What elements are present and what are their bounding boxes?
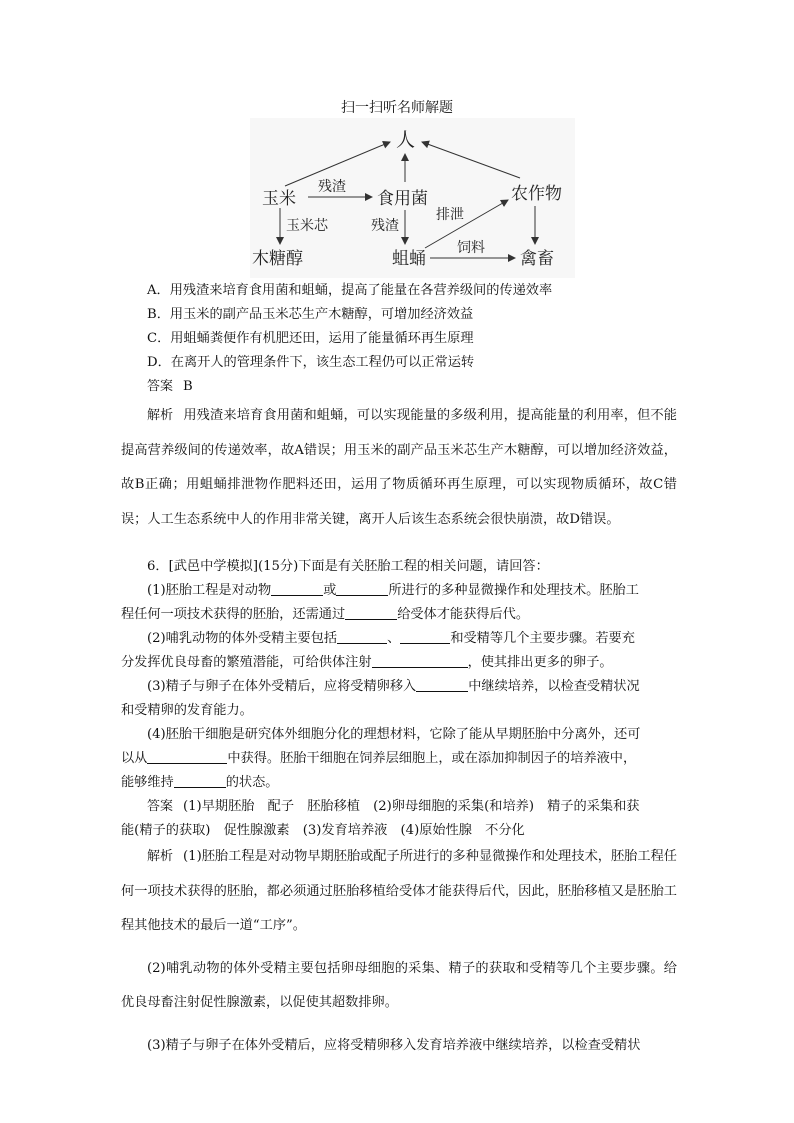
edge-label-siliao: 饲料 [457,240,485,256]
arrow-nongzuowu-ren [422,142,520,178]
question-6 [121,555,681,843]
analysis-6-label: 解析 [147,849,174,864]
edge-label-paixie: 排泄 [436,207,464,223]
node-nongzuowu: 农作物 [511,184,562,204]
answer-label: 答案 [147,379,174,394]
analysis-6-part-2: (2)哺乳动物的体外受精主要包括卵母细胞的采集、精子的获取和受精等几个主要步骤。给优良母畜注射促性腺激素，以促使其超数排卵。 [121,960,677,1010]
question-6-stem: 6．[武邑中学模拟](15分)下面是有关胚胎工程的相关问题，请回答： [147,559,549,574]
option-a: A．用残渣来培育食用菌和蛆蛹，提高了能量在各营养级间的传递效率 [147,283,553,298]
edge-label-canzha-1: 残渣 [318,179,346,195]
q6-part-4-line-3: 能够维持 的状态。 [121,775,279,790]
blank-9 [174,773,226,788]
blank-6 [372,653,468,668]
analysis-6-part-1: 解析 (1)胚胎工程是对动物早期胚胎或配子所进行的多种显微操作和处理技术，胚胎工程任何一项技术获得的胚胎，都必须通过胚胎移植给受体才能获得后代，因此，胚胎移植又是胚胎工程其他技术的最后一道“工序”。 [121,849,677,933]
blank-2 [336,581,388,596]
analysis-5 [121,399,677,537]
q6-part-2-line-2: 分发挥优良母畜的繁殖潜能，可给供体注射 ，使其排出更多的卵子。 [121,655,613,670]
answer-value: B [183,379,193,394]
q6-part-1-line-1: (1)胚胎工程是对动物 或 所进行的多种显微操作和处理技术。胚胎工 [147,583,639,598]
q6-part-4-line-1: (4)胚胎干细胞是研究体外细胞分化的理想材料，它除了能从早期胚胎中分离外，还可 [147,727,641,742]
option-b: B．用玉米的副产品玉米芯生产木糖醇，可增加经济效益 [147,307,474,322]
blank-7 [416,677,468,692]
blank-1 [271,581,323,596]
q6-part-1-line-2: 程任何一项技术获得的胚胎，还需通过 给受体才能获得后代。 [121,607,530,622]
q6-part-4-line-2: 以从 中获得。胚胎干细胞在饲养层细胞上，或在添加抑制因子的培养液中， [121,751,637,766]
analysis-text: 用残渣来培育食用菌和蛆蛹，可以实现能量的多级利用，提高能量的利用率，但不能提高营养级间的传递效率，故A错误；用玉米的副产品玉米芯生产木糖醇，可以增加经济效益，故B正确；用蛆蛹排泄物作肥料还田，运用了物质循环再生原理，可以实现物质循环，故C错误；人工生态系统中人的作用非常关键，离开人后该生态系统会很快崩溃，故D错误。 [121,408,677,527]
node-yumi: 玉米 [262,189,296,209]
edge-label-canzha-2: 残渣 [371,218,399,234]
node-ren: 人 [396,129,416,151]
answer-5 [147,375,687,399]
blank-8 [147,749,227,764]
analysis-label: 解析 [147,408,174,423]
q6-part-3-line-2: 和受精卵的发育能力。 [121,703,253,718]
analysis-6-part-3: (3)精子与卵子在体外受精后，应将受精卵移入发育培养液中继续培养，以检查受精状 [147,1037,641,1053]
page-header: 扫一扫听名师解题 [341,100,453,116]
analysis-6 [121,840,677,1063]
answer-6-label: 答案 [147,799,174,814]
answer-6-line-2: 能(精子的获取) 促性腺激素 (3)发育培养液 (4)原始性腺 不分化 [121,823,525,838]
node-qinchu: 禽畜 [520,249,554,269]
option-c: C．用蛆蛹粪便作有机肥还田，运用了能量循环再生原理 [147,331,474,346]
ecosystem-diagram [250,118,575,278]
blank-4 [337,629,387,644]
answer-6-line-1: 答案 (1)早期胚胎 配子 胚胎移植 (2)卵母细胞的采集(和培养) 精子的采集和获 [147,799,640,814]
blank-3 [345,605,397,620]
edge-label-yumixin: 玉米芯 [286,218,328,234]
q6-part-2-line-1: (2)哺乳动物的体外受精主要包括 、 和受精等几个主要步骤。若要充 [147,631,635,646]
node-qiyong: 蛆蛹 [392,249,426,269]
q6-part-3-line-1: (3)精子与卵子在体外受精后，应将受精卵移入 中继续培养，以检查受精状况 [147,679,640,694]
options-list [147,279,687,399]
blank-5 [400,629,450,644]
option-d: D．在离开人的管理条件下，该生态工程仍可以正常运转 [147,355,475,370]
ecosystem-diagram-svg [250,118,575,278]
node-mutangchun: 木糖醇 [252,249,303,269]
node-shiyongjun: 食用菌 [377,189,428,209]
